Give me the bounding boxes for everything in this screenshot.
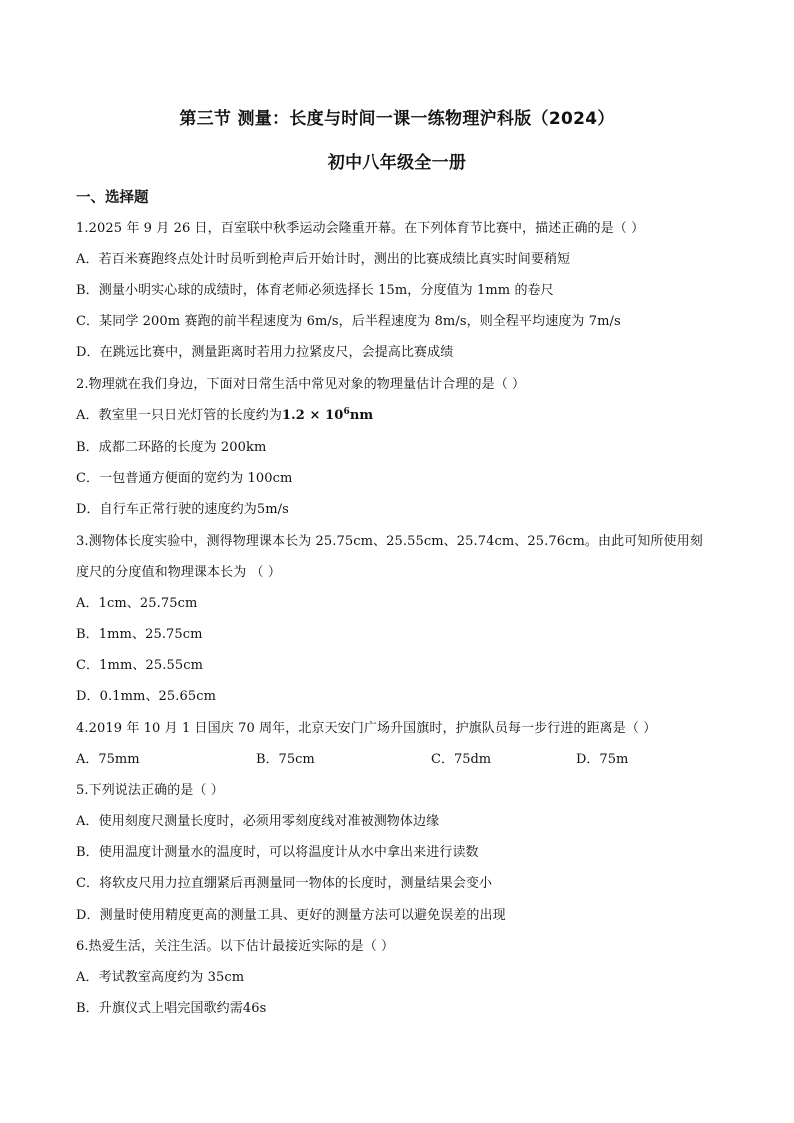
question-2-option-d: D．自行车正常行驶的速度约为5m/s — [76, 502, 289, 517]
question-6-option-a: A．考试教室高度约为 35cm — [76, 970, 245, 985]
document-title: 第三节 测量：长度与时间一课一练物理沪科版（2024） — [179, 109, 615, 129]
document-subtitle: 初中八年级全一册 — [327, 153, 467, 173]
question-3-option-d: D．0.1mm、25.65cm — [76, 689, 217, 704]
question-2-option-a-math-exponent: 6 — [343, 407, 350, 417]
question-1-option-d: D．在跳远比赛中，测量距离时若用力拉紧皮尺，会提高比赛成绩 — [76, 345, 454, 360]
question-1-option-b: B．测量小明实心球的成绩时，体育老师必须选择长 15m，分度值为 1mm 的卷尺 — [76, 283, 554, 298]
question-3-stem-line-2: 度尺的分度值和物理课本长为 （ ） — [76, 565, 281, 580]
question-6-option-b: B．升旗仪式上唱完国歌约需46s — [76, 1001, 267, 1016]
question-4-option-b: B．75cm — [256, 752, 315, 767]
section-heading: 一、选择题 — [76, 190, 149, 206]
question-2-option-a — [76, 404, 373, 423]
question-1-option-a: A．若百米赛跑终点处计时员听到枪声后开始计时，测出的比赛成绩比真实时间要稍短 — [76, 252, 571, 267]
question-5-option-a: A．使用刻度尺测量长度时，必须用零刻度线对准被测物体边缘 — [76, 814, 440, 829]
question-2-option-a-math-unit: nm — [349, 408, 374, 423]
question-5-stem: 5.下列说法正确的是（ ） — [76, 783, 224, 798]
question-4-option-a: A．75mm — [76, 752, 140, 767]
question-2-option-a-math-base: 1.2 × 10 — [282, 408, 344, 423]
question-1-option-c: C．某同学 200m 赛跑的前半程速度为 6m/s，后半程速度为 8m/s，则全程平均速度为 7m/s — [76, 314, 621, 329]
question-3-stem-line-1: 3.测物体长度实验中，测得物理课本长为 25.75cm、25.55cm、25.74cm、25.76cm。由此可知所使用刻 — [76, 534, 703, 549]
question-1-stem: 1.2025 年 9 月 26 日，百室联中秋季运动会隆重开幕。在下列体育节比赛中，描述正确的是（ ） — [76, 221, 645, 236]
question-3-option-b: B．1mm、25.75cm — [76, 627, 203, 642]
question-3-option-a: A．1cm、25.75cm — [76, 596, 198, 611]
question-2-option-a-text: A．教室里一只日光灯管的长度约为 — [76, 408, 282, 423]
question-3-option-c: C．1mm、25.55cm — [76, 658, 203, 673]
question-4-option-c: C．75dm — [431, 752, 492, 767]
question-5-option-b: B．使用温度计测量水的温度时，可以将温度计从水中拿出来进行读数 — [76, 845, 479, 860]
question-4-option-d: D．75m — [576, 752, 629, 767]
question-2-option-b: B．成都二环路的长度为 200km — [76, 440, 267, 455]
question-5-option-d: D．测量时使用精度更高的测量工具、更好的测量方法可以避免误差的出现 — [76, 908, 506, 923]
question-2-option-c: C．一包普通方便面的宽约为 100cm — [76, 471, 293, 486]
question-4-stem: 4.2019 年 10 月 1 日国庆 70 周年，北京天安门广场升国旗时，护旗队员每一步行进的距离是（ ） — [76, 721, 657, 736]
question-2-stem: 2.物理就在我们身边，下面对日常生活中常见对象的物理量估计合理的是（ ） — [76, 377, 526, 392]
question-5-option-c: C．将软皮尺用力拉直绷紧后再测量同一物体的长度时，测量结果会变小 — [76, 876, 493, 891]
question-6-stem: 6.热爱生活，关注生活。以下估计最接近实际的是（ ） — [76, 939, 395, 954]
